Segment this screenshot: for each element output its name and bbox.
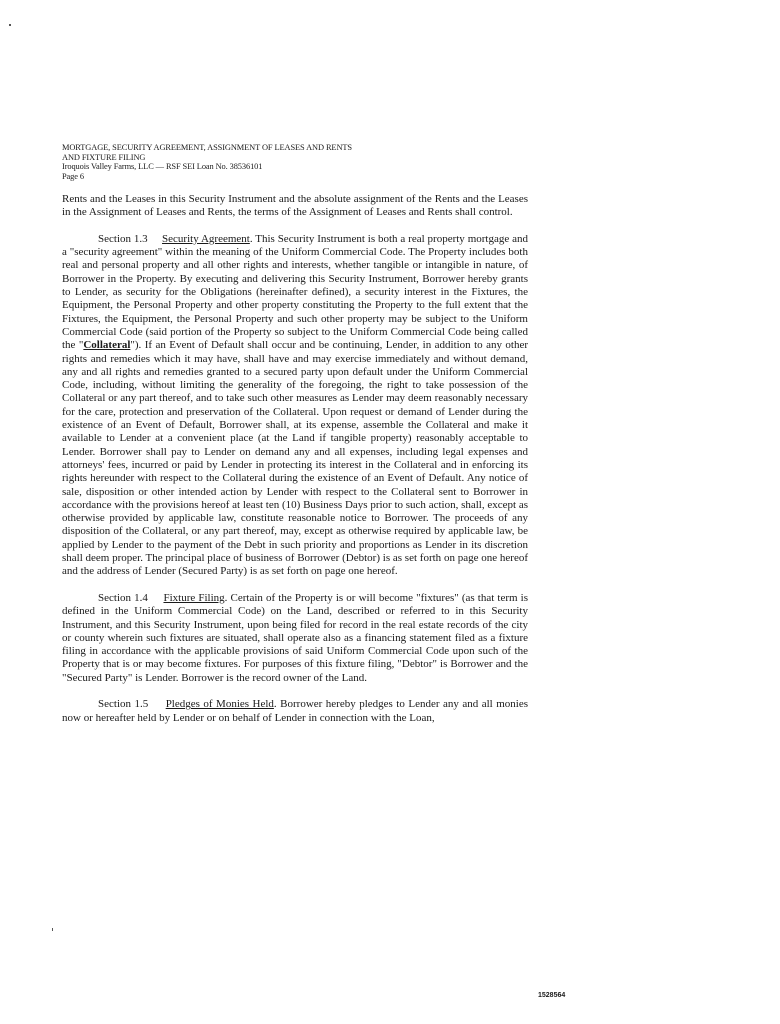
document-body [62, 193, 528, 738]
section-1-5-heading: Pledges of Monies Held [165, 698, 274, 711]
section-1-3-number: Section 1.3 [98, 232, 148, 245]
section-1-3-paragraph [62, 233, 528, 579]
header-title-line2: AND FIXTURE FILING [62, 152, 146, 162]
section-1-5-number: Section 1.5 [98, 698, 149, 711]
section-1-3-text-a: . This Security Instrument is both a real property mortgage and a "security agreement" within the meaning of the Uniform Commercial Code. The Property includes both real and personal property and all other rights and interests, whether tangible or intangible in nature, of Borrower in the Property. By executing and delivering this Security Instrument, Borrower hereby grants to Lender, as security for the Obligations (hereinafter defined), a security interest in the Fixtures, the Equipment, the Personal Property and other property constituting the Property to the full extent that the Fixtures, the Equipment, the Personal Property and such other property may be subject to the Uniform Commercial Code (said portion of the Property so subject to the Uniform Commercial Code being called the " [62, 232, 528, 352]
section-1-4-text: . Certain of the Property is or will become "fixtures" (as that term is defined in the Uniform Commercial Code) on the Land, described or referred to in this Security Instrument, and this Security Instrument, upon being filed for record in the real estate records of the city or county wherein such fixtures are situated, shall operate also as a financing statement filed as a fixture filing in accordance with the applicable provisions of said Uniform Commercial Code upon such of the Property that is or may become fixtures. For purposes of this fixture filing, "Debtor" is Borrower and the "Secured Party" is Lender. Borrower is the record owner of the Land. [62, 591, 529, 684]
running-header [62, 143, 482, 181]
section-1-5-text: . Borrower hereby pledges to Lender any and all monies now or hereafter held by Lender or on behalf of Lender in connection with the Loan, [62, 698, 528, 724]
document-number: 1528564 [538, 992, 566, 999]
section-1-4-number: Section 1.4 [98, 591, 148, 604]
scan-speck [52, 928, 53, 931]
section-1-4-paragraph [62, 592, 528, 685]
header-page-number: Page 6 [62, 171, 84, 181]
header-loan-line: Iroquois Valley Farms, LLC — RSF SEI Loan No. 38536101 [62, 162, 263, 172]
collateral-defined-term: Collateral [83, 339, 131, 352]
section-1-4-heading: Fixture Filing [163, 591, 225, 604]
scan-speck [9, 24, 11, 26]
header-title-line1: MORTGAGE, SECURITY AGREEMENT, ASSIGNMENT OF LEASES AND RENTS [62, 143, 352, 152]
section-1-3-heading: Security Agreement [162, 232, 250, 245]
intro-paragraph: Rents and the Leases in this Security Instrument and the absolute assignment of the Rents and the Leases in the Assignment of Leases and Rents, the terms of the Assignment of Leases and Rents shall control. [62, 193, 528, 219]
section-1-3-text-b: "). If an Event of Default shall occur and be continuing, Lender, in addition to any other rights and remedies which it may have, shall have and may exercise immediately and without demand, any and all rights and remedies granted to a secured party upon default under the Uniform Commercial Code, including, without limiting the generality of the foregoing, the right to take possession of the Collateral or any part thereof, and to take such other measures as Lender may deem reasonably necessary for the care, protection and preservation of the Collateral. Upon request or demand of Lender during the existence of an Event of Default, Borrower shall, at its expense, assemble the Collateral and make it available to Lender at a convenient place (at the Land if tangible property) reasonably acceptable to Lender. Borrower shall pay to Lender on demand any and all expenses, including legal expenses and attorneys' fees, incurred or paid by Lender in protecting its interest in the Collateral and in enforcing its rights hereunder with respect to the Collateral during the existence of an Event of Default. Any notice of sale, disposition or other intended action by Lender with respect to the Collateral sent to Borrower in accordance with the provisions hereof at least ten (10) Business Days prior to such action, shall, except as otherwise provided by applicable law, constitute reasonable notice to Borrower. The proceeds of any disposition of the Collateral, or any part thereof, may, except as otherwise required by applicable law, be applied by Lender to the payment of the Debt in such priority and proportions as Lender in its discretion shall deem proper. The principal place of business of Borrower (Debtor) is as set forth on page one hereof and the address of Lender (Secured Party) is as set forth on page one hereof. [62, 339, 528, 578]
section-1-5-paragraph [62, 698, 528, 725]
